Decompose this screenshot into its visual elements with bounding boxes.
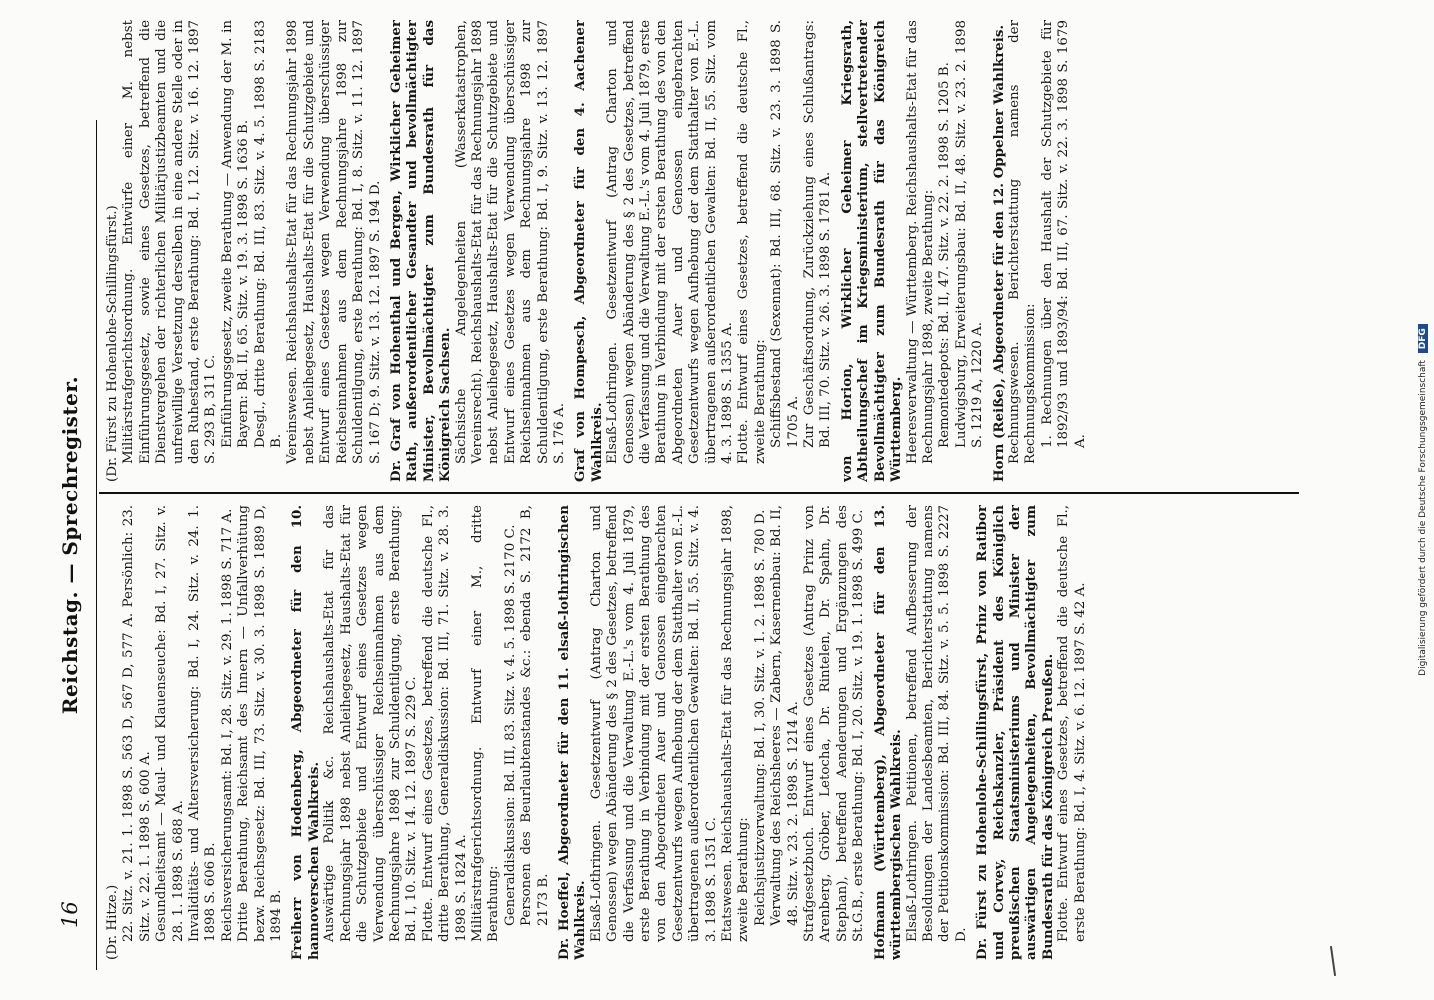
entry-text: Flotte. Entwurf eines Gesetzes, betreffend die deutsche Fl., erste Berathung: Bd. I, 4. Sitz. v. 6. 12. 1897 S. 42 A. [1056,505,1088,942]
digitization-text: Digitalisierung gefördert durch die Deutsche Forschungsgemeinschaft [1418,360,1428,676]
entry-text: Heeresverwaltung — Württemberg. Reichshaushalts-Etat für das Rechnungsjahr 1898, zweite Berathung: [904,20,936,464]
speaker-heading: Dr. Hoeffel, Abgeordneter für den 11. elsaß-lothringischen Wahlkreis. [555,505,589,960]
entry-text: Rechnungswesen. Berichterstattung namens der Rechnungskommission: [1006,20,1039,464]
entry-text: 1. Rechnungen über den Haushalt der Schutzgebiete für 1892/93 und 1893/94: Bd. III, 67. Sitz. v. 22. 3. 1898 S. 1679 A. [1039,20,1088,448]
entry-text: Vereinswesen. Reichshaushalts-Etat für das Rechnungsjahr 1898 nebst Anleihegesetz, Haushalts-Etat für die Schutzgebiete und Entwurf eines Gesetzes wegen Verwendung überschüssiger Reichseinnahmen aus dem Rechnungsjahre 1898 zur Schuldentilgung, erste Berathung: Bd. I, 8. Sitz. v. 11. 12. 1897 S. 167 D; 9. Sitz. v. 13. 12. 1897 S. 194 D. [285,20,383,464]
entry-text: Invaliditäts- und Altersversicherung: Bd. I, 24. Sitz. v. 24. 1. 1898 S. 606 B. [187,505,219,942]
entry-text: Strafgesetzbuch. Entwurf eines Gesetzes (Antrag Prinz von Arenberg, Gröber, Letocha, Dr. Rintelen, Dr. Spahn, Dr. Stephan), betreffend Aenderungen und Ergänzungen des St.G.B., erste Berathung: Bd. I, 20. Sitz. v. 19. 1. 1898 S. 499 C. [802,505,867,942]
speaker-heading: Hofmann (Württemberg), Abgeordneter für den 13. württembergischen Wahlkreis. [871,505,905,960]
speaker-heading: von Horion, Wirklicher Geheimer Kriegsrath, Abtheilungschef im Kriegsministerium, stellvertretender Bevollmächtigter zum Bundesrath für das Königreich Württemberg. [838,20,905,482]
entry-text: Schiffsbestand (Sexennat): Bd. III, 68. Sitz. v. 23. 3. 1898 S. 1705 A. [769,20,801,448]
speaker-heading: Graf von Hompesch, Abgeordneter für den 4. Aachener Wahlkreis. [572,20,605,482]
entry-text: Gesundheitsamt — Maul- und Klauenseuche: Bd. I, 27. Sitz. v. 28. 1. 1898 S. 688 A. [154,505,186,942]
entry-text: Verwaltung des Reichsheeres — Zabern, Kasernenbau: Bd. II, 48. Sitz. v. 23. 2. 1898 S. 1214 A. [769,505,801,926]
continuation-heading: (Dr. Hitze.) [105,884,120,960]
digitization-note [1418,0,1430,1000]
speaker-heading: Freiherr von Hodenberg, Abgeordneter für den 10. hannoverschen Wahlkreis. [289,505,322,960]
entry-text: Generaldiskussion: Bd. III, 83. Sitz. v. 4. 5. 1898 S. 2170 C. [502,524,518,926]
entry-text: Flotte. Entwurf eines Gesetzes, betreffend die deutsche Fl., dritte Berathung, Generaldiskussion: Bd. III, 71. Sitz. v. 28. 3. 1898 S. 1824 A. [420,505,469,942]
header-rule [96,120,97,970]
entry-text: Einführungsgesetz, zweite Berathung — Anwendung der M. in Bayern: Bd. II, 65. Sitz. v. 19. 3. 1898 S. 1636 B. [219,20,252,448]
entry-text: Remontedepots: Bd. II, 47. Sitz. v. 22. 2. 1898 S. 1205 B. [937,62,953,448]
entry-text: Zur Geschäftsordnung, Zurückziehung eines Schlußantrags: Bd. III, 70. Sitz. v. 26. 3. 1898 S. 1781 A. [802,20,834,448]
speaker-heading: Dr. Fürst zu Hohenlohe-Schillingsfürst, Prinz von Ratibor und Corvey, Reichskanzler, Präsident des Königlich preußischen Staatsministeriums und Minister der auswärtigen Angelegenheiten, Bevollmächtigter zum Bundesrath für das Königreich Preußen. [974,505,1056,960]
left-column [105,505,1300,960]
entry-text: Dritte Berathung, Reichsamt des Innern — Unfallverhütung bezw. Reichsgesetz: Bd. III, 73. Sitz. v. 30. 3. 1898 S. 1889 D, 1894 B. [236,505,285,942]
entry-text: Personen des Beurlaubtenstandes &c.: ebenda S. 2172 B, 2173 B. [519,505,551,926]
continuation-heading: (Dr. Fürst zu Hohenlohe-Schillingsfürst.) [105,205,120,482]
right-column [105,20,1300,482]
entry-text: Reichsjustizverwaltung: Bd. I, 30. Sitz. v. 1. 2. 1898 S. 780 D. [752,509,768,926]
entry-text: Elsaß-Lothringen. Gesetzentwurf (Antrag Charton und Genossen) wegen Abänderung des § 2 des Gesetzes, betreffend die Verfassung und die Verwaltung E.-L.'s vom 4. Juli 1879, erste Berathung in Verbindung mit der ersten Berathung des von den Abgeordneten Auer und Genossen eingebrachten Gesetzentwurfs wegen Aufhebung der dem Statthalter von E.-L. übertragenen außerordentlichen Gewalten: Bd. II, 55. Sitz. v. 4. 3. 1898 S. 1351 C. [588,505,719,942]
entry-text: Reichsversicherungsamt: Bd. I, 28. Sitz. v. 29. 1. 1898 S. 717 A. [219,508,235,942]
entry-text: Sächsische Angelegenheiten (Wasserkatastrophen, Vereinsrecht). Reichshaushalts-Etat für das Rechnungsjahr 1898 nebst Anleihegesetz, Haushalts-Etat für die Schutzgebiete und Entwurf eines Gesetzes wegen Verwendung überschüssiger Reichseinnahmen aus dem Rechnungsjahre 1898 zur Schuldentilgung, erste Berathung: Bd. I, 9. Sitz. v. 13. 12. 1897 S. 176 A. [453,20,567,464]
speaker-heading: Dr. Graf von Hohenthal und Bergen, Wirklicher Geheimer Rath, außerordentlicher Gesandter und bevollmächtigter Minister, Bevollmächtigter zum Bundesrath für das Königreich Sachsen. [387,20,454,482]
entry-text: Desgl., dritte Berathung: Bd. III, 83. Sitz. v. 4. 5. 1898 S. 2183 B. [252,20,285,448]
entry-text: 22. Sitz. v. 21. 1. 1898 S. 563 D, 567 D, 577 A. Persönlich: 23. Sitz. v. 22. 1. 1898 S. 600 A. [121,505,153,942]
column-separator [99,492,1299,494]
entry-text: Elsaß-Lothringen. Petitionen, betreffend Aufbesserung der Besoldungen der Landesbeamten, Berichterstattung namens der Petitionskommission: Bd. III, 84. Sitz. v. 5. 5. 1898 S. 2227 D. [904,505,969,942]
entry-text: Flotte. Entwurf eines Gesetzes, betreffend die deutsche Fl., zweite Berathung: [736,20,768,464]
entry-text: Etatswesen. Reichshaushalts-Etat für das Rechnungsjahr 1898, zweite Berathung: [720,505,752,942]
page-number: 16 [58,901,82,928]
entry-text: Militärstrafgerichtsordnung. Entwürfe einer M. nebst Einführungsgesetz, sowie eines Gesetzes, betreffend die Dienstvergehen der richterlichen Militärjustizbeamten und die unfreiwillige Versetzung derselben in eine andere Stelle oder in den Ruhestand, erste Berathung: Bd. I, 12. Sitz. v. 16. 12. 1897 S. 293 B, 311 C. [121,20,219,464]
entry-text: Elsaß-Lothringen. Gesetzentwurf (Antrag Charton und Genossen) wegen Abänderung des § 2 des Gesetzes, betreffend die Verfassung und die Verwaltung E.-L.'s vom 4. Juli 1879, erste Berathung in Verbindung mit der ersten Berathung des von den Abgeordneten Auer und Genossen eingebrachten Gesetzentwurfs wegen Aufhebung der dem Statthalter von E.-L. übertragenen außerordentlichen Gewalten: Bd. II, 55. Sitz. vom 4. 3. 1898 S. 1355 A. [605,20,736,464]
entry-text: Ludwigsburg, Erweiterungsbau: Bd. II, 48. Sitz. v. 23. 2. 1898 S. 1219 A, 1220 A. [953,20,986,448]
dfg-logo: DFG [1418,324,1428,353]
page-title: Reichstag. — Sprechregister. [58,375,82,715]
speaker-heading: Horn (Reiße), Abgeordneter für den 12. Oppelner Wahlkreis. [990,24,1007,482]
page-header [52,120,92,970]
entry-text: Militärstrafgerichtsordnung. Entwurf einer M., dritte Berathung: [469,505,502,942]
entry-text: Auswärtige Politik &c. Reichshaushalts-Etat für das Rechnungsjahr 1898 nebst Anleihegesetz, Haushalts-Etat für die Schutzgebiete und Entwurf eines Gesetzes wegen Verwendung überschüssiger Reichseinnahmen aus dem Rechnungsjahre 1898 zur Schuldentilgung, erste Berathung: Bd. I, 10. Sitz. v. 14. 12. 1897 S. 229 C. [322,505,420,942]
